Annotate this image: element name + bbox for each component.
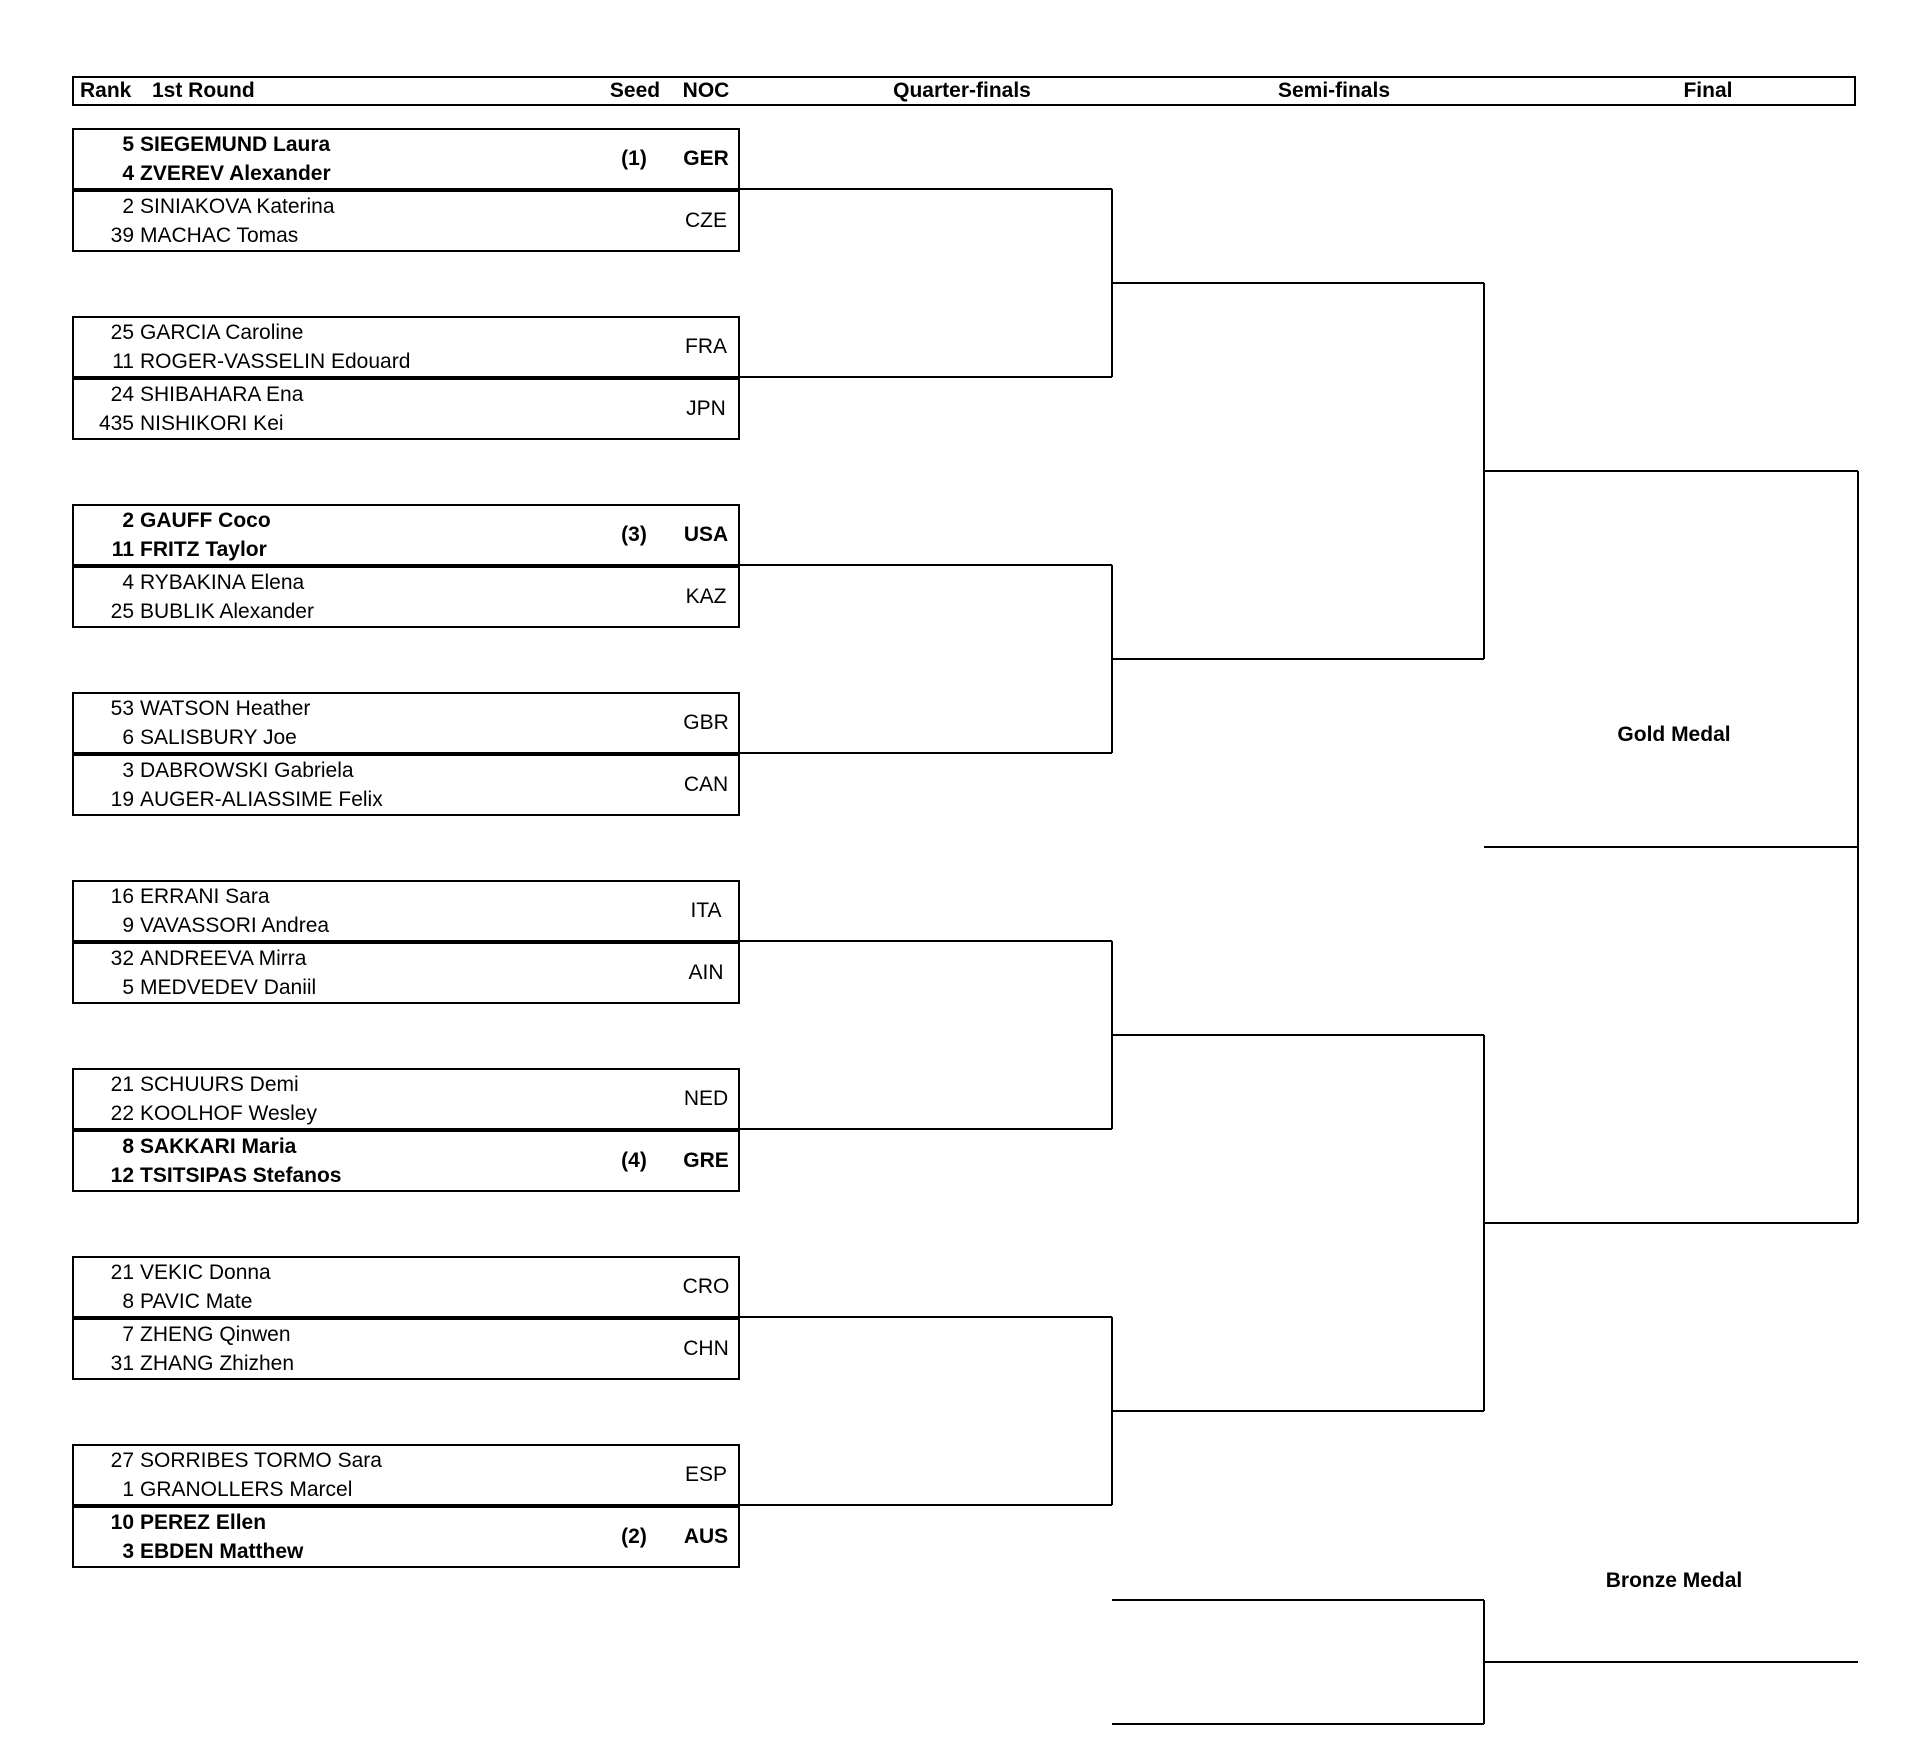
- bracket-line: [740, 752, 1112, 754]
- team-entry: [72, 566, 740, 628]
- team-noc: ESP: [684, 1463, 728, 1486]
- player-rank: 22: [110, 1102, 134, 1125]
- header-rank: Rank: [80, 79, 132, 102]
- team-seed: (2): [621, 1525, 647, 1548]
- bracket-line: [740, 376, 1112, 378]
- team-entry: [72, 880, 740, 942]
- player-name: SINIAKOVA Katerina: [140, 195, 335, 218]
- player-name: GRANOLLERS Marcel: [140, 1478, 353, 1501]
- player-row: [74, 1132, 594, 1162]
- player-name: FRITZ Taylor: [140, 538, 267, 561]
- team-entry: [72, 1318, 740, 1380]
- team-noc: CRO: [682, 1275, 730, 1298]
- player-row: [74, 1287, 594, 1317]
- header-semi-finals: Semi-finals: [1277, 79, 1391, 102]
- team-noc: GBR: [683, 711, 729, 734]
- team-noc: AIN: [688, 961, 724, 984]
- player-row: [74, 506, 594, 536]
- team-entry: [72, 316, 740, 378]
- player-row: [74, 1446, 594, 1476]
- player-rank: 4: [122, 571, 134, 594]
- bracket-line: [740, 1316, 1112, 1318]
- bracket-line: [1112, 1723, 1484, 1725]
- player-name: VEKIC Donna: [140, 1261, 271, 1284]
- player-rank: 5: [122, 133, 134, 156]
- player-name: SHIBAHARA Ena: [140, 383, 304, 406]
- player-rank: 9: [122, 914, 134, 937]
- player-rank: 16: [110, 885, 134, 908]
- player-row: [74, 347, 594, 377]
- player-row: [74, 973, 594, 1003]
- player-name: ZHANG Zhizhen: [140, 1352, 295, 1375]
- player-rank: 1: [122, 1478, 134, 1501]
- team-entry: [72, 504, 740, 566]
- player-rank: 4: [122, 162, 134, 185]
- team-noc: USA: [683, 523, 729, 546]
- player-row: [74, 192, 594, 222]
- player-row: [74, 1475, 594, 1505]
- bracket-line: [1112, 658, 1484, 660]
- player-row: [74, 756, 594, 786]
- team-seed: [604, 192, 664, 250]
- player-rank: 32: [110, 947, 134, 970]
- player-row: [74, 1508, 594, 1538]
- player-name: PAVIC Mate: [140, 1290, 253, 1313]
- player-rank: 24: [110, 383, 134, 406]
- player-name: MEDVEDEV Daniil: [140, 976, 317, 999]
- bracket-line: [1112, 1034, 1484, 1036]
- bracket-line: [740, 188, 1112, 190]
- player-name: AUGER-ALIASSIME Felix: [140, 788, 383, 811]
- player-name: RYBAKINA Elena: [140, 571, 305, 594]
- team-seed: [604, 1320, 664, 1378]
- player-rank: 25: [110, 600, 134, 623]
- team-noc: ITA: [690, 899, 722, 922]
- player-name: TSITSIPAS Stefanos: [140, 1164, 342, 1187]
- player-row: [74, 535, 594, 565]
- team-noc: CHN: [683, 1337, 729, 1360]
- player-name: ANDREEVA Mirra: [140, 947, 307, 970]
- player-name: NISHIKORI Kei: [140, 412, 284, 435]
- bracket-line: [1484, 1661, 1858, 1663]
- team-seed: [604, 944, 664, 1002]
- team-entry: [72, 942, 740, 1004]
- team-seed: [604, 756, 664, 814]
- player-row: [74, 911, 594, 941]
- player-row: [74, 1320, 594, 1350]
- player-name: DABROWSKI Gabriela: [140, 759, 354, 782]
- bracket-line: [1112, 282, 1484, 284]
- team-seed: [604, 380, 664, 438]
- bracket-header: [72, 76, 1856, 106]
- player-row: [74, 130, 594, 160]
- player-name: ZVEREV Alexander: [140, 162, 331, 185]
- player-name: ZHENG Qinwen: [140, 1323, 291, 1346]
- player-row: [74, 694, 594, 724]
- team-seed: [604, 882, 664, 940]
- player-rank: 21: [110, 1073, 134, 1096]
- player-row: [74, 380, 594, 410]
- player-row: [74, 723, 594, 753]
- player-rank: 11: [112, 350, 134, 373]
- player-rank: 31: [110, 1352, 134, 1375]
- team-noc: NED: [683, 1087, 729, 1110]
- player-name: GAUFF Coco: [140, 509, 271, 532]
- team-noc: CZE: [685, 209, 727, 232]
- player-row: [74, 882, 594, 912]
- header-seed: Seed: [609, 79, 661, 102]
- team-noc: GRE: [683, 1149, 729, 1172]
- player-rank: 2: [122, 195, 134, 218]
- header-first-round: 1st Round: [152, 79, 255, 102]
- player-rank: 10: [110, 1511, 134, 1534]
- player-name: ERRANI Sara: [140, 885, 270, 908]
- player-rank: 25: [110, 321, 134, 344]
- team-entry: [72, 190, 740, 252]
- bracket-line: [1484, 470, 1858, 472]
- player-rank: 7: [122, 1323, 134, 1346]
- gold-medal-label: Gold Medal: [1617, 723, 1731, 746]
- team-noc: GER: [683, 147, 729, 170]
- player-row: [74, 1161, 594, 1191]
- team-entry: [72, 1506, 740, 1568]
- team-entry: [72, 1130, 740, 1192]
- player-name: KOOLHOF Wesley: [140, 1102, 317, 1125]
- player-rank: 39: [110, 224, 134, 247]
- player-name: SAKKARI Maria: [140, 1135, 297, 1158]
- team-noc: CAN: [683, 773, 729, 796]
- player-name: SIEGEMUND Laura: [140, 133, 331, 156]
- player-row: [74, 221, 594, 251]
- player-name: MACHAC Tomas: [140, 224, 299, 247]
- team-entry: [72, 128, 740, 190]
- bracket-line: [740, 1504, 1112, 1506]
- bracket-line: [1484, 846, 1858, 848]
- player-row: [74, 159, 594, 189]
- player-name: ROGER-VASSELIN Edouard: [140, 350, 411, 373]
- team-noc: KAZ: [685, 585, 727, 608]
- team-seed: [604, 1446, 664, 1504]
- player-rank: 3: [122, 1540, 134, 1563]
- player-row: [74, 785, 594, 815]
- header-noc: NOC: [682, 79, 730, 102]
- team-entry: [72, 692, 740, 754]
- player-rank: 21: [110, 1261, 134, 1284]
- player-name: WATSON Heather: [140, 697, 311, 720]
- team-noc: JPN: [686, 397, 726, 420]
- player-name: PEREZ Ellen: [140, 1511, 267, 1534]
- player-row: [74, 1349, 594, 1379]
- bracket-line: [740, 940, 1112, 942]
- player-row: [74, 597, 594, 627]
- player-rank: 11: [111, 538, 134, 561]
- player-row: [74, 1070, 594, 1100]
- player-row: [74, 944, 594, 974]
- bracket-line: [740, 1128, 1112, 1130]
- team-noc: FRA: [685, 335, 727, 358]
- player-rank: 435: [98, 412, 134, 435]
- player-rank: 8: [122, 1135, 134, 1158]
- player-row: [74, 318, 594, 348]
- player-rank: 2: [122, 509, 134, 532]
- player-rank: 53: [110, 697, 134, 720]
- bracket-line: [740, 564, 1112, 566]
- bracket-line: [1112, 1599, 1484, 1601]
- player-name: SORRIBES TORMO Sara: [140, 1449, 382, 1472]
- team-seed: (3): [621, 523, 647, 546]
- team-seed: [604, 568, 664, 626]
- team-seed: (4): [621, 1149, 647, 1172]
- team-seed: [604, 1258, 664, 1316]
- player-row: [74, 409, 594, 439]
- player-name: SCHUURS Demi: [140, 1073, 299, 1096]
- team-entry: [72, 1444, 740, 1506]
- player-row: [74, 1258, 594, 1288]
- player-row: [74, 568, 594, 598]
- player-name: BUBLIK Alexander: [140, 600, 314, 623]
- team-seed: [604, 1070, 664, 1128]
- bracket-line: [1484, 1222, 1858, 1224]
- bronze-medal-label: Bronze Medal: [1605, 1569, 1743, 1592]
- team-entry: [72, 754, 740, 816]
- player-name: EBDEN Matthew: [140, 1540, 304, 1563]
- player-name: VAVASSORI Andrea: [140, 914, 330, 937]
- header-final: Final: [1683, 79, 1733, 102]
- player-row: [74, 1099, 594, 1129]
- player-name: SALISBURY Joe: [140, 726, 297, 749]
- team-seed: (1): [621, 147, 647, 170]
- player-rank: 6: [122, 726, 134, 749]
- header-quarter-finals: Quarter-finals: [893, 79, 1031, 102]
- player-rank: 8: [122, 1290, 134, 1313]
- player-rank: 12: [110, 1164, 134, 1187]
- team-seed: [604, 318, 664, 376]
- player-rank: 27: [110, 1449, 134, 1472]
- player-name: GARCIA Caroline: [140, 321, 304, 344]
- team-entry: [72, 1068, 740, 1130]
- team-noc: AUS: [683, 1525, 729, 1548]
- team-entry: [72, 1256, 740, 1318]
- team-seed: [604, 694, 664, 752]
- player-rank: 5: [122, 976, 134, 999]
- team-entry: [72, 378, 740, 440]
- player-rank: 19: [110, 788, 134, 811]
- player-rank: 3: [122, 759, 134, 782]
- bracket-line: [1112, 1410, 1484, 1412]
- player-row: [74, 1537, 594, 1567]
